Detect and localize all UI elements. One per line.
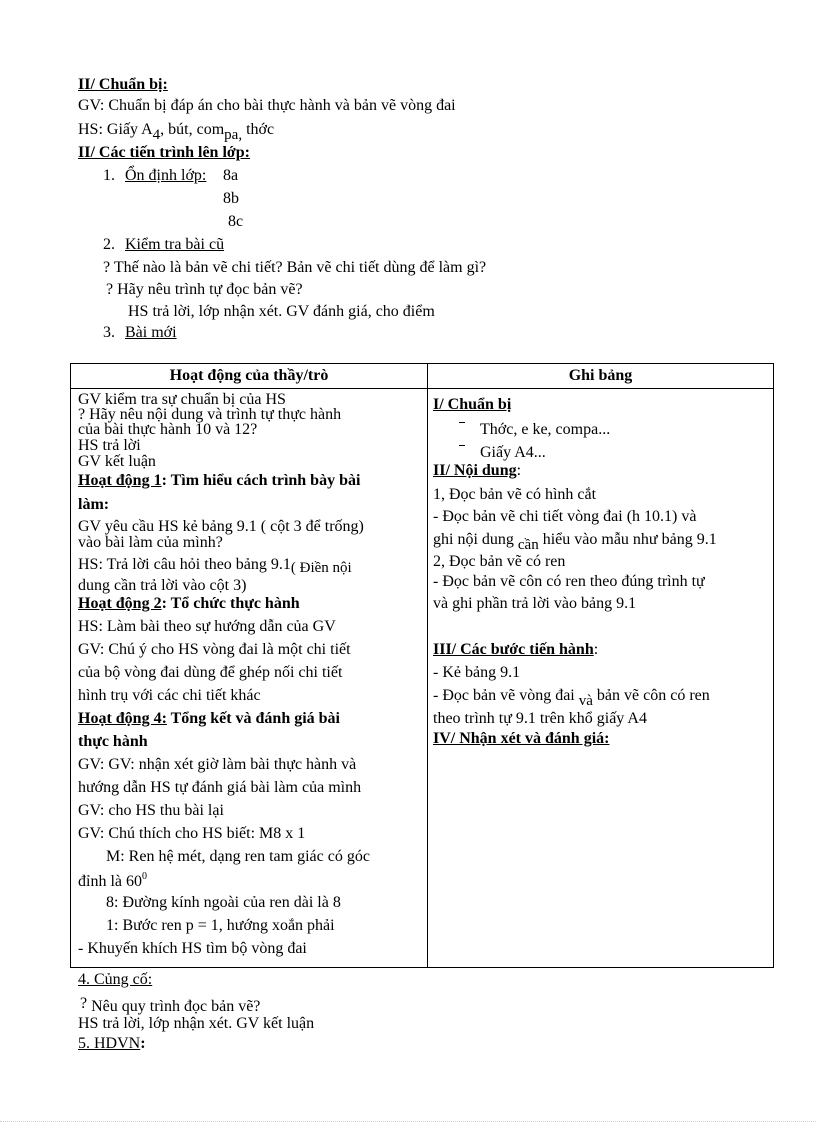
- right-line-3: 1, Đọc bản vẽ có hình cắt: [433, 486, 597, 503]
- question-mark-icon: ?: [80, 995, 88, 1012]
- right-line-8: và ghi phần trả lời vào bảng 9.1: [433, 595, 637, 612]
- left-line-18: M: Ren hệ mét, dạng ren tam giác có góc: [106, 848, 370, 865]
- left-line-4: HS trả lời: [78, 437, 141, 454]
- right-line-10a: - Đọc bản vẽ vòng đai: [433, 687, 579, 704]
- prep-heading: II/ Chuẩn bị:: [78, 76, 168, 93]
- process-item3-num: 3.: [103, 324, 115, 341]
- activity-4-heading: [78, 711, 340, 727]
- left-line-8: [78, 557, 352, 576]
- process-class-8c: 8c: [228, 213, 244, 230]
- right-line-5-sub: cần: [517, 537, 539, 553]
- lesson-table: [70, 363, 774, 968]
- left-line-19: [78, 872, 147, 890]
- right-heading-2-colon: :: [516, 462, 522, 479]
- left-line-17: GV: Chú thích cho HS biết: M8 x 1: [78, 825, 306, 842]
- left-line-19a: đỉnh là 60: [78, 873, 142, 890]
- left-line-8a: HS: Trả lời câu hỏi theo bảng 9.1: [78, 556, 291, 573]
- activity-2-title: : Tổ chức thực hành: [161, 595, 300, 612]
- left-line-13: hình trụ với các chi tiết khác: [78, 687, 261, 704]
- table-cell-left: [71, 389, 428, 968]
- process-class-8b: 8b: [223, 190, 239, 207]
- bullet-dash-icon: [459, 422, 465, 423]
- right-line-5a: ghi nội dung: [433, 531, 518, 548]
- right-heading-3-label: III/ Các bước tiến hành: [433, 641, 594, 658]
- left-line-19-sup: 0: [142, 871, 147, 882]
- prep-hs-sub4: 4: [152, 127, 161, 143]
- activity-4-heading-cont: thực hành: [78, 733, 148, 750]
- left-line-9: dung cần trả lời vào cột 3): [78, 577, 247, 594]
- process-heading: II/ Các tiến trình lên lớp:: [78, 144, 250, 161]
- right-line-5b: hiểu vào mẫu như bảng 9.1: [538, 531, 717, 548]
- left-line-1: GV kiểm tra sự chuẩn bị của HS: [78, 391, 286, 408]
- consolidate-heading: 4. Củng cố:: [78, 971, 153, 988]
- table-cell-right: [428, 389, 774, 968]
- activity-1-label: Hoạt động 1: [78, 472, 162, 489]
- left-line-11: GV: Chú ý cho HS vòng đai là một chi tiết: [78, 641, 351, 658]
- right-heading-2-label: II/ Nội dung: [433, 462, 517, 479]
- process-item1-num: 1.: [103, 167, 115, 184]
- right-line-7: - Đọc bản vẽ côn có ren theo đúng trình tự: [433, 573, 705, 590]
- page-bottom-divider: [0, 1121, 816, 1122]
- right-line-10-sub: và: [578, 693, 593, 709]
- process-question-1: ? Thế nào là bản vẽ chi tiết? Bản vẽ chi tiết dùng để làm gì?: [103, 259, 487, 276]
- hdvn-label: 5. HDVN: [78, 1035, 141, 1052]
- activity-2-heading: [78, 596, 300, 612]
- left-line-7: vào bài làm của mình?: [78, 534, 223, 551]
- process-item2-num: 2.: [103, 236, 115, 253]
- process-item3-label: Bài mới: [125, 324, 177, 341]
- bullet-dash-icon: [459, 445, 465, 446]
- right-heading-4: IV/ Nhận xét và đánh giá:: [433, 730, 610, 747]
- hdvn-colon: :: [140, 1035, 146, 1052]
- right-line-4: - Đọc bản vẽ chi tiết vòng đai (h 10.1) và: [433, 508, 697, 525]
- right-heading-3-colon: :: [593, 641, 599, 658]
- process-question-2: ? Hãy nêu trình tự đọc bản vẽ?: [106, 281, 303, 298]
- prep-hs-c: thớc: [242, 121, 275, 138]
- activity-1-title: : Tìm hiểu cách trình bày bài: [161, 472, 361, 489]
- left-line-3: của bài thực hành 10 và 12?: [78, 421, 258, 438]
- consolidate-question: [80, 996, 260, 1015]
- right-line-5: [433, 532, 717, 553]
- prep-hs-a: HS: Giấy A: [78, 121, 153, 138]
- left-line-22: - Khuyến khích HS tìm bộ vòng đai: [78, 940, 307, 957]
- activity-1-heading: [78, 473, 360, 489]
- process-class-8a: 8a: [223, 167, 239, 184]
- prep-hs-line: [78, 122, 274, 143]
- activity-1-heading-cont: làm:: [78, 496, 110, 513]
- prep-hs-b: , bút, com: [160, 121, 225, 138]
- table-header-right: Ghi bảng: [428, 364, 774, 389]
- left-line-12: của bộ vòng đai dùng để ghép nối chi tiết: [78, 664, 343, 681]
- prep-gv-line: GV: Chuẩn bị đáp án cho bài thực hành và bản vẽ vòng đai: [78, 97, 456, 114]
- consolidate-answer: HS trả lời, lớp nhận xét. GV kết luận: [78, 1015, 315, 1032]
- process-item2-label: Kiểm tra bài cũ: [125, 236, 225, 253]
- right-line-11: theo trình tự 9.1 trên khổ giấy A4: [433, 710, 647, 727]
- right-line-10b: bản vẽ côn có ren: [592, 687, 710, 704]
- activity-4-title: Tổng kết và đánh giá bài: [166, 710, 340, 727]
- right-heading-3: [433, 642, 598, 658]
- left-line-20: 8: Đường kính ngoài của ren dài là 8: [106, 894, 341, 911]
- right-line-1: Thớc, e ke, compa...: [480, 421, 611, 438]
- right-line-9: - Kẻ bảng 9.1: [433, 664, 521, 681]
- right-line-10: [433, 688, 710, 709]
- right-heading-2: [433, 463, 521, 479]
- left-line-16: GV: cho HS thu bài lại: [78, 802, 224, 819]
- activity-4-label: Hoạt động 4:: [78, 710, 167, 727]
- consolidate-question-text: Nêu quy trình đọc bản vẽ?: [87, 998, 261, 1015]
- table-header-left: Hoạt động của thầy/trò: [71, 364, 428, 389]
- left-line-8b: ( Điền nội: [290, 560, 352, 576]
- hdvn-heading: [78, 1036, 146, 1052]
- left-line-21: 1: Bước ren p = 1, hướng xoắn phải: [106, 917, 335, 934]
- left-line-15: hướng dẫn HS tự đánh giá bài làm của mình: [78, 779, 362, 796]
- left-line-14: GV: GV: nhận xét giờ làm bài thực hành và: [78, 756, 357, 773]
- left-line-5: GV kết luận: [78, 453, 156, 470]
- left-line-10: HS: Làm bài theo sự hướng dẫn của GV: [78, 618, 336, 635]
- process-answer: HS trả lời, lớp nhận xét. GV đánh giá, cho điểm: [128, 303, 435, 320]
- left-line-6: GV yêu cầu HS kẻ bảng 9.1 ( cột 3 để trống): [78, 518, 364, 535]
- prep-hs-sub-pa: pa,: [224, 127, 243, 143]
- right-heading-1: I/ Chuẩn bị: [433, 396, 512, 413]
- right-line-2: Giấy A4...: [480, 444, 546, 461]
- process-item1-label: Ổn định lớp:: [125, 167, 207, 184]
- right-line-6: 2, Đọc bản vẽ có ren: [433, 553, 566, 570]
- left-line-2: ? Hãy nêu nội dung và trình tự thực hành: [78, 406, 342, 423]
- activity-2-label: Hoạt động 2: [78, 595, 162, 612]
